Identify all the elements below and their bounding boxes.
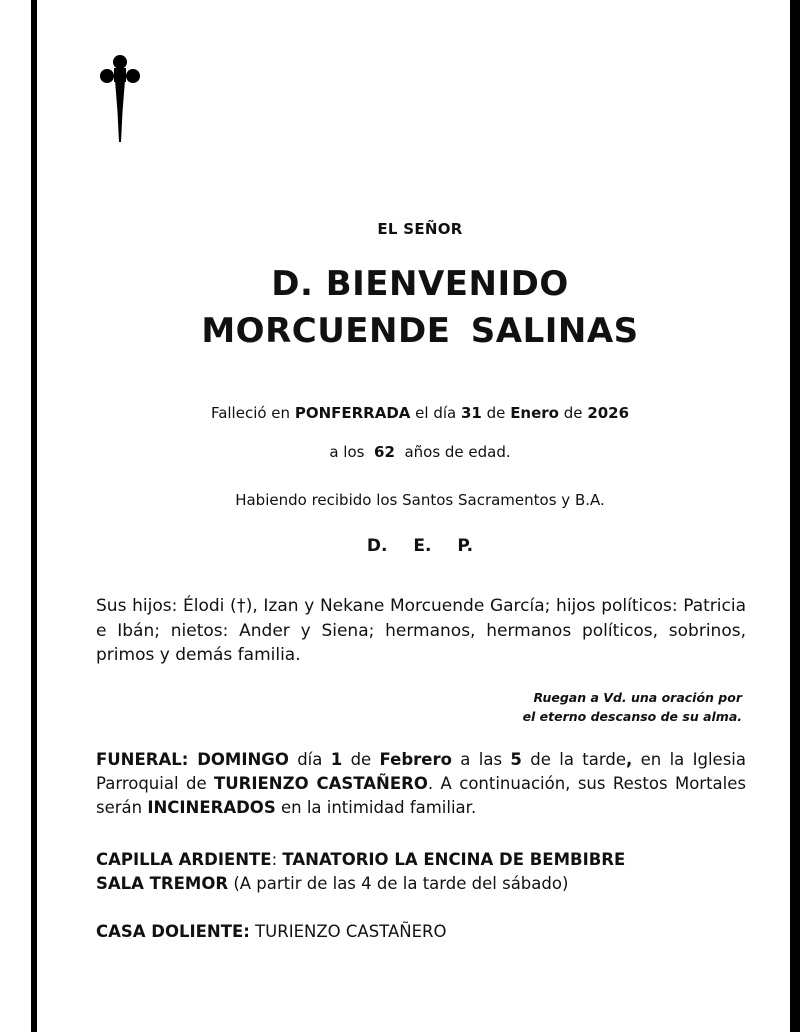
house-value: TURIENZO CASTAÑERO bbox=[249, 922, 447, 941]
funeral-month: Febrero bbox=[379, 750, 452, 769]
funeral-text: a las bbox=[451, 750, 511, 769]
left-border bbox=[31, 0, 37, 1032]
funeral-text: en la intimidad familiar. bbox=[275, 798, 477, 817]
sacraments-line: Habiendo recibido los Santos Sacramentos y B.A. bbox=[235, 491, 605, 509]
chapel-label: CAPILLA ARDIENTE bbox=[96, 850, 272, 869]
age-value: 62 bbox=[374, 443, 395, 461]
rip-line: D. E. P. bbox=[366, 536, 474, 556]
chapel-colon: : bbox=[271, 850, 283, 869]
age-suffix: años de edad. bbox=[404, 443, 511, 461]
age-prefix: a los bbox=[329, 443, 365, 461]
right-border bbox=[790, 0, 800, 1032]
death-prefix: Falleció en bbox=[210, 404, 291, 422]
funeral-paragraph bbox=[96, 748, 746, 820]
funeral-church: TURIENZO CASTAÑERO bbox=[214, 774, 428, 793]
funeral-day: 1 bbox=[330, 750, 343, 769]
deceased-name-line1: D. BIENVENIDO bbox=[271, 264, 569, 304]
funeral-text: día bbox=[288, 750, 331, 769]
pretitle: EL SEÑOR bbox=[377, 220, 463, 238]
death-place: PONFERRADA bbox=[294, 404, 411, 422]
death-day: 31 bbox=[461, 404, 482, 422]
death-year: 2026 bbox=[587, 404, 630, 422]
funeral-action: INCINERADOS bbox=[147, 798, 276, 817]
chapel-line1 bbox=[96, 848, 746, 872]
family-paragraph: Sus hijos: Élodi (†), Izan y Nekane Morcuende García; hijos políticos: Patricia e Ibán; nietos: Ander y Siena; hermanos, hermanos políticos, sobrinos, primos y demás familia. bbox=[96, 596, 746, 665]
death-line bbox=[40, 404, 800, 422]
funeral-text: . A continuación, sus Restos Mortales serán bbox=[96, 774, 747, 817]
death-de2: de bbox=[563, 404, 583, 422]
chapel-note: (A partir de las 4 de la tarde del sábado) bbox=[228, 874, 569, 893]
house-label: CASA DOLIENTE: bbox=[96, 922, 250, 941]
funeral-text: en la Iglesia Parroquial de bbox=[96, 750, 746, 793]
funeral-label: FUNERAL: DOMINGO bbox=[96, 750, 289, 769]
death-month: Enero bbox=[510, 404, 559, 422]
age-line bbox=[40, 443, 800, 461]
funeral-comma: , bbox=[625, 750, 633, 769]
funeral-hour: 5 bbox=[510, 750, 522, 769]
death-day-prefix: el día bbox=[415, 404, 457, 422]
deceased-name-line2: MORCUENDE SALINAS bbox=[201, 311, 639, 351]
prayer-line1: Ruegan a Vd. una oración por bbox=[533, 690, 742, 705]
funeral-text: de bbox=[342, 750, 380, 769]
chapel-room: SALA TREMOR bbox=[96, 874, 229, 893]
house-line bbox=[96, 920, 746, 944]
prayer-line2: el eterno descanso de su alma. bbox=[522, 709, 742, 724]
chapel-line2 bbox=[96, 872, 746, 896]
chapel-place: TANATORIO LA ENCINA DE BEMBIBRE bbox=[282, 850, 626, 869]
funeral-text: de la tarde bbox=[521, 750, 626, 769]
cross-icon bbox=[96, 52, 144, 144]
death-de1: de bbox=[486, 404, 506, 422]
chapel-block bbox=[96, 848, 746, 896]
